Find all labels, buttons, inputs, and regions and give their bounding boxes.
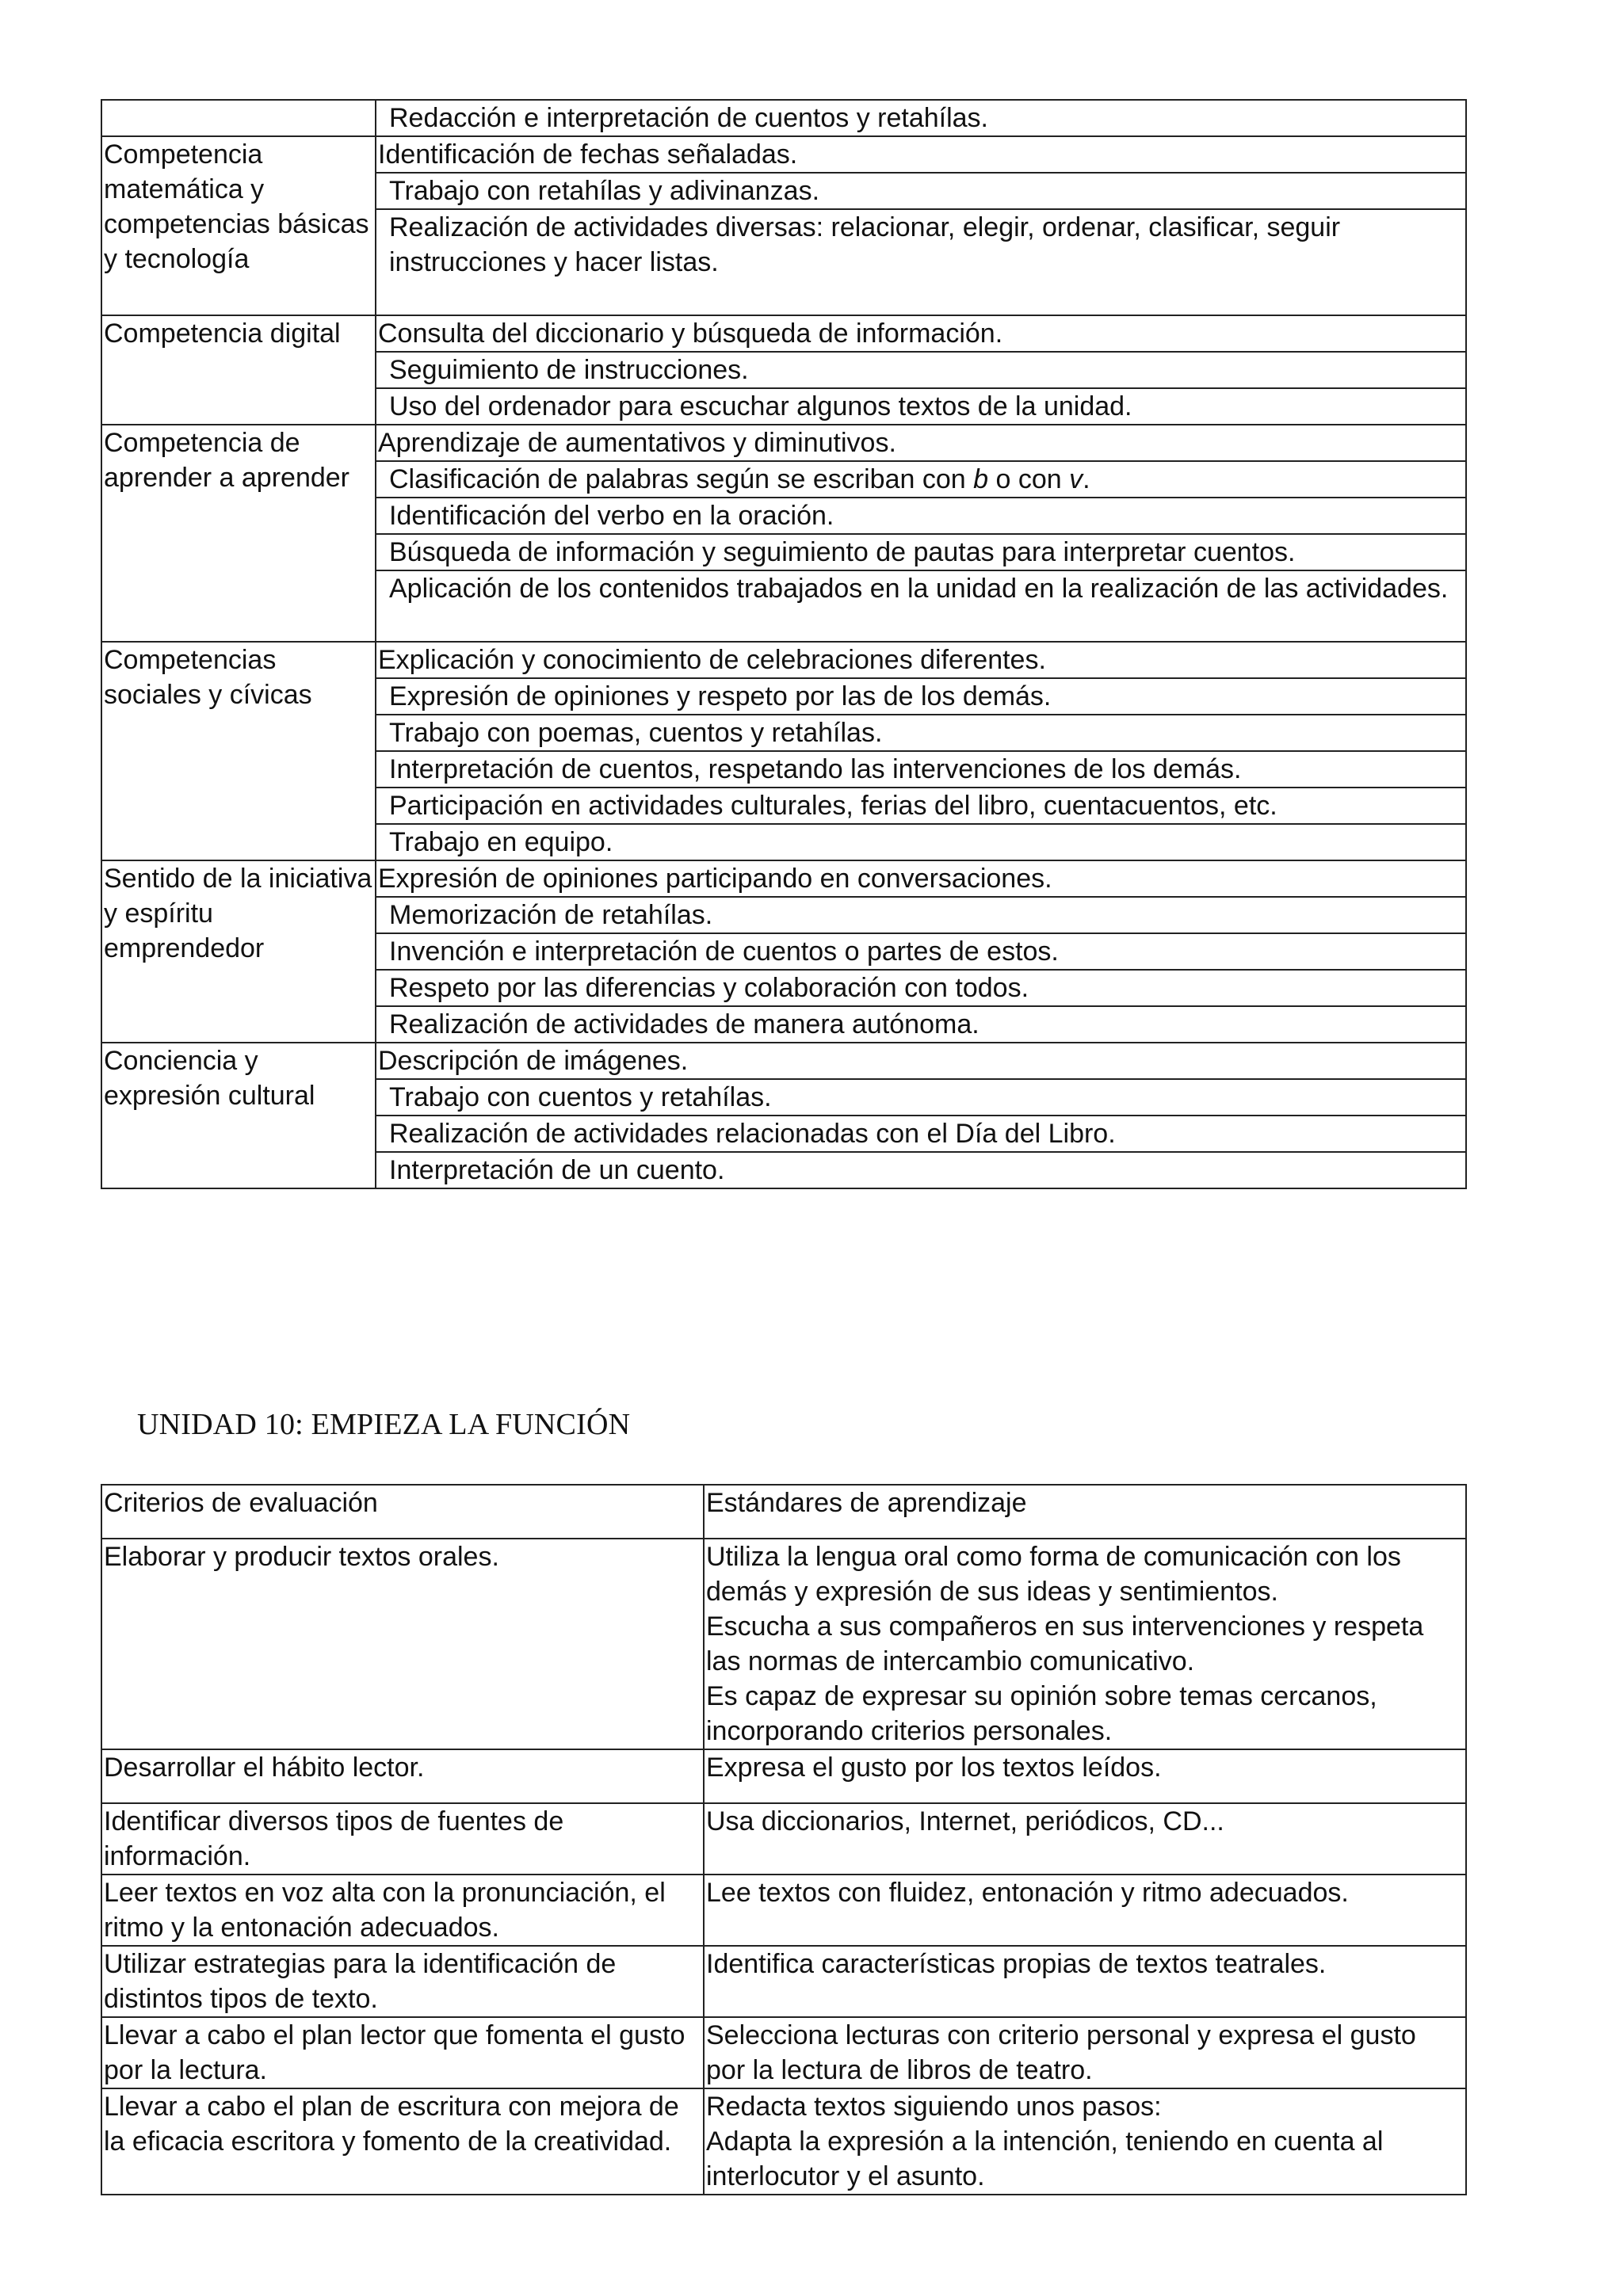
competencia-name: Competencia digital [101, 315, 376, 425]
competencia-item: Trabajo con retahílas y adivinanzas. [376, 173, 1466, 209]
estandar-line: Es capaz de expresar su opinión sobre temas cercanos, incorporando criterios personales. [706, 1681, 1377, 1746]
competencia-item: Trabajo en equipo. [376, 824, 1466, 860]
criterio-cell: Elaborar y producir textos orales. [101, 1539, 704, 1749]
criteria-table [101, 1484, 1467, 2195]
estandar-line: Redacta textos siguiendo unos pasos: [706, 2092, 1162, 2122]
competencia-item: Aprendizaje de aumentativos y diminutivos. [376, 425, 1466, 461]
criterio-cell: Llevar a cabo el plan de escritura con mejora de la eficacia escritora y fomento de la creatividad. [101, 2088, 704, 2195]
competencia-item: Expresión de opiniones y respeto por las de los demás. [376, 678, 1466, 715]
table-row [101, 2017, 1466, 2088]
competencia-item: Participación en actividades culturales, ferias del libro, cuentacuentos, etc. [376, 788, 1466, 824]
competencia-item: Identificación de fechas señaladas. [376, 136, 1466, 173]
table-row [101, 136, 1466, 173]
criterio-cell: Utilizar estrategias para la identificación de distintos tipos de texto. [101, 1946, 704, 2017]
clasificacion-after: . [1083, 464, 1090, 494]
criterio-cell: Leer textos en voz alta con la pronunciación, el ritmo y la entonación adecuados. [101, 1875, 704, 1946]
table-row [101, 1043, 1466, 1079]
competencia-item: Invención e interpretación de cuentos o partes de estos. [376, 933, 1466, 970]
competencia-item: Expresión de opiniones participando en conversaciones. [376, 860, 1466, 897]
table-row [101, 425, 1466, 461]
estandar-line: Utiliza la lengua oral como forma de comunicación con los demás y expresión de sus ideas y sentimientos. [706, 1542, 1401, 1607]
table-row [101, 860, 1466, 897]
column-header-criterios: Criterios de evaluación [101, 1485, 704, 1539]
table-row [101, 2088, 1466, 2195]
competencia-item: Trabajo con cuentos y retahílas. [376, 1079, 1466, 1116]
competencia-item: Búsqueda de información y seguimiento de pautas para interpretar cuentos. [376, 534, 1466, 570]
competencia-item: Consulta del diccionario y búsqueda de información. [376, 315, 1466, 352]
competencia-item: Interpretación de un cuento. [376, 1152, 1466, 1188]
estandar-cell [704, 2088, 1466, 2195]
competencia-item: Trabajo con poemas, cuentos y retahílas. [376, 715, 1466, 751]
competencia-item: Identificación del verbo en la oración. [376, 498, 1466, 534]
competencia-item: Interpretación de cuentos, respetando las intervenciones de los demás. [376, 751, 1466, 788]
criterio-cell: Desarrollar el hábito lector. [101, 1749, 704, 1803]
competencia-name: Competencias sociales y cívicas [101, 642, 376, 860]
competencia-item: Uso del ordenador para escuchar algunos textos de la unidad. [376, 388, 1466, 425]
table-row [101, 1539, 1466, 1749]
table-row [101, 100, 1466, 136]
competencia-name: Competencia matemática y competencias básicas y tecnología [101, 136, 376, 315]
table-row [101, 1946, 1466, 2017]
competencia-item: Descripción de imágenes. [376, 1043, 1466, 1079]
competencia-name: Conciencia y expresión cultural [101, 1043, 376, 1188]
estandar-cell: Selecciona lecturas con criterio personal y expresa el gusto por la lectura de libros de teatro. [704, 2017, 1466, 2088]
estandar-cell: Expresa el gusto por los textos leídos. [704, 1749, 1466, 1803]
letter-b: b [973, 464, 989, 494]
estandar-line: Escucha a sus compañeros en sus intervenciones y respeta las normas de intercambio comunicativo. [706, 1611, 1424, 1676]
estandar-cell [704, 1539, 1466, 1749]
estandar-line: Adapta la expresión a la intención, teniendo en cuenta al interlocutor y el asunto. [706, 2126, 1384, 2191]
table-row [101, 1875, 1466, 1946]
competencia-item: Respeto por las diferencias y colaboración con todos. [376, 970, 1466, 1006]
table-row [101, 1749, 1466, 1803]
criterio-cell: Llevar a cabo el plan lector que fomenta el gusto por la lectura. [101, 2017, 704, 2088]
column-header-estandares: Estándares de aprendizaje [704, 1485, 1466, 1539]
competencias-table [101, 99, 1467, 1189]
competencia-item: Redacción e interpretación de cuentos y retahílas. [376, 100, 1466, 136]
competencia-item: Aplicación de los contenidos trabajados en la unidad en la realización de las actividades. [376, 570, 1466, 642]
estandar-cell: Identifica características propias de textos teatrales. [704, 1946, 1466, 2017]
table-row [101, 1803, 1466, 1875]
competencia-name: Competencia de aprender a aprender [101, 425, 376, 642]
clasificacion-before: Clasificación de palabras según se escriban con [389, 464, 974, 494]
clasificacion-middle: o con [988, 464, 1070, 494]
competencia-item: Realización de actividades relacionadas con el Día del Libro. [376, 1116, 1466, 1152]
table-row [101, 315, 1466, 352]
competencia-name: Sentido de la iniciativa y espíritu emprendedor [101, 860, 376, 1043]
competencia-item: Explicación y conocimiento de celebraciones diferentes. [376, 642, 1466, 678]
table-row [101, 642, 1466, 678]
competencia-item: Realización de actividades de manera autónoma. [376, 1006, 1466, 1043]
competencia-item [376, 461, 1466, 498]
competencia-item: Realización de actividades diversas: relacionar, elegir, ordenar, clasificar, seguir instrucciones y hacer listas. [376, 209, 1466, 315]
estandar-cell: Lee textos con fluidez, entonación y ritmo adecuados. [704, 1875, 1466, 1946]
competencia-item: Memorización de retahílas. [376, 897, 1466, 933]
estandar-cell: Usa diccionarios, Internet, periódicos, CD... [704, 1803, 1466, 1875]
criterio-cell: Identificar diversos tipos de fuentes de información. [101, 1803, 704, 1875]
table-header-row [101, 1485, 1466, 1539]
unit-title: UNIDAD 10: EMPIEZA LA FUNCIÓN [137, 1408, 631, 1441]
competencia-name [101, 100, 376, 136]
letter-v: v [1069, 464, 1083, 494]
competencia-item: Seguimiento de instrucciones. [376, 352, 1466, 388]
